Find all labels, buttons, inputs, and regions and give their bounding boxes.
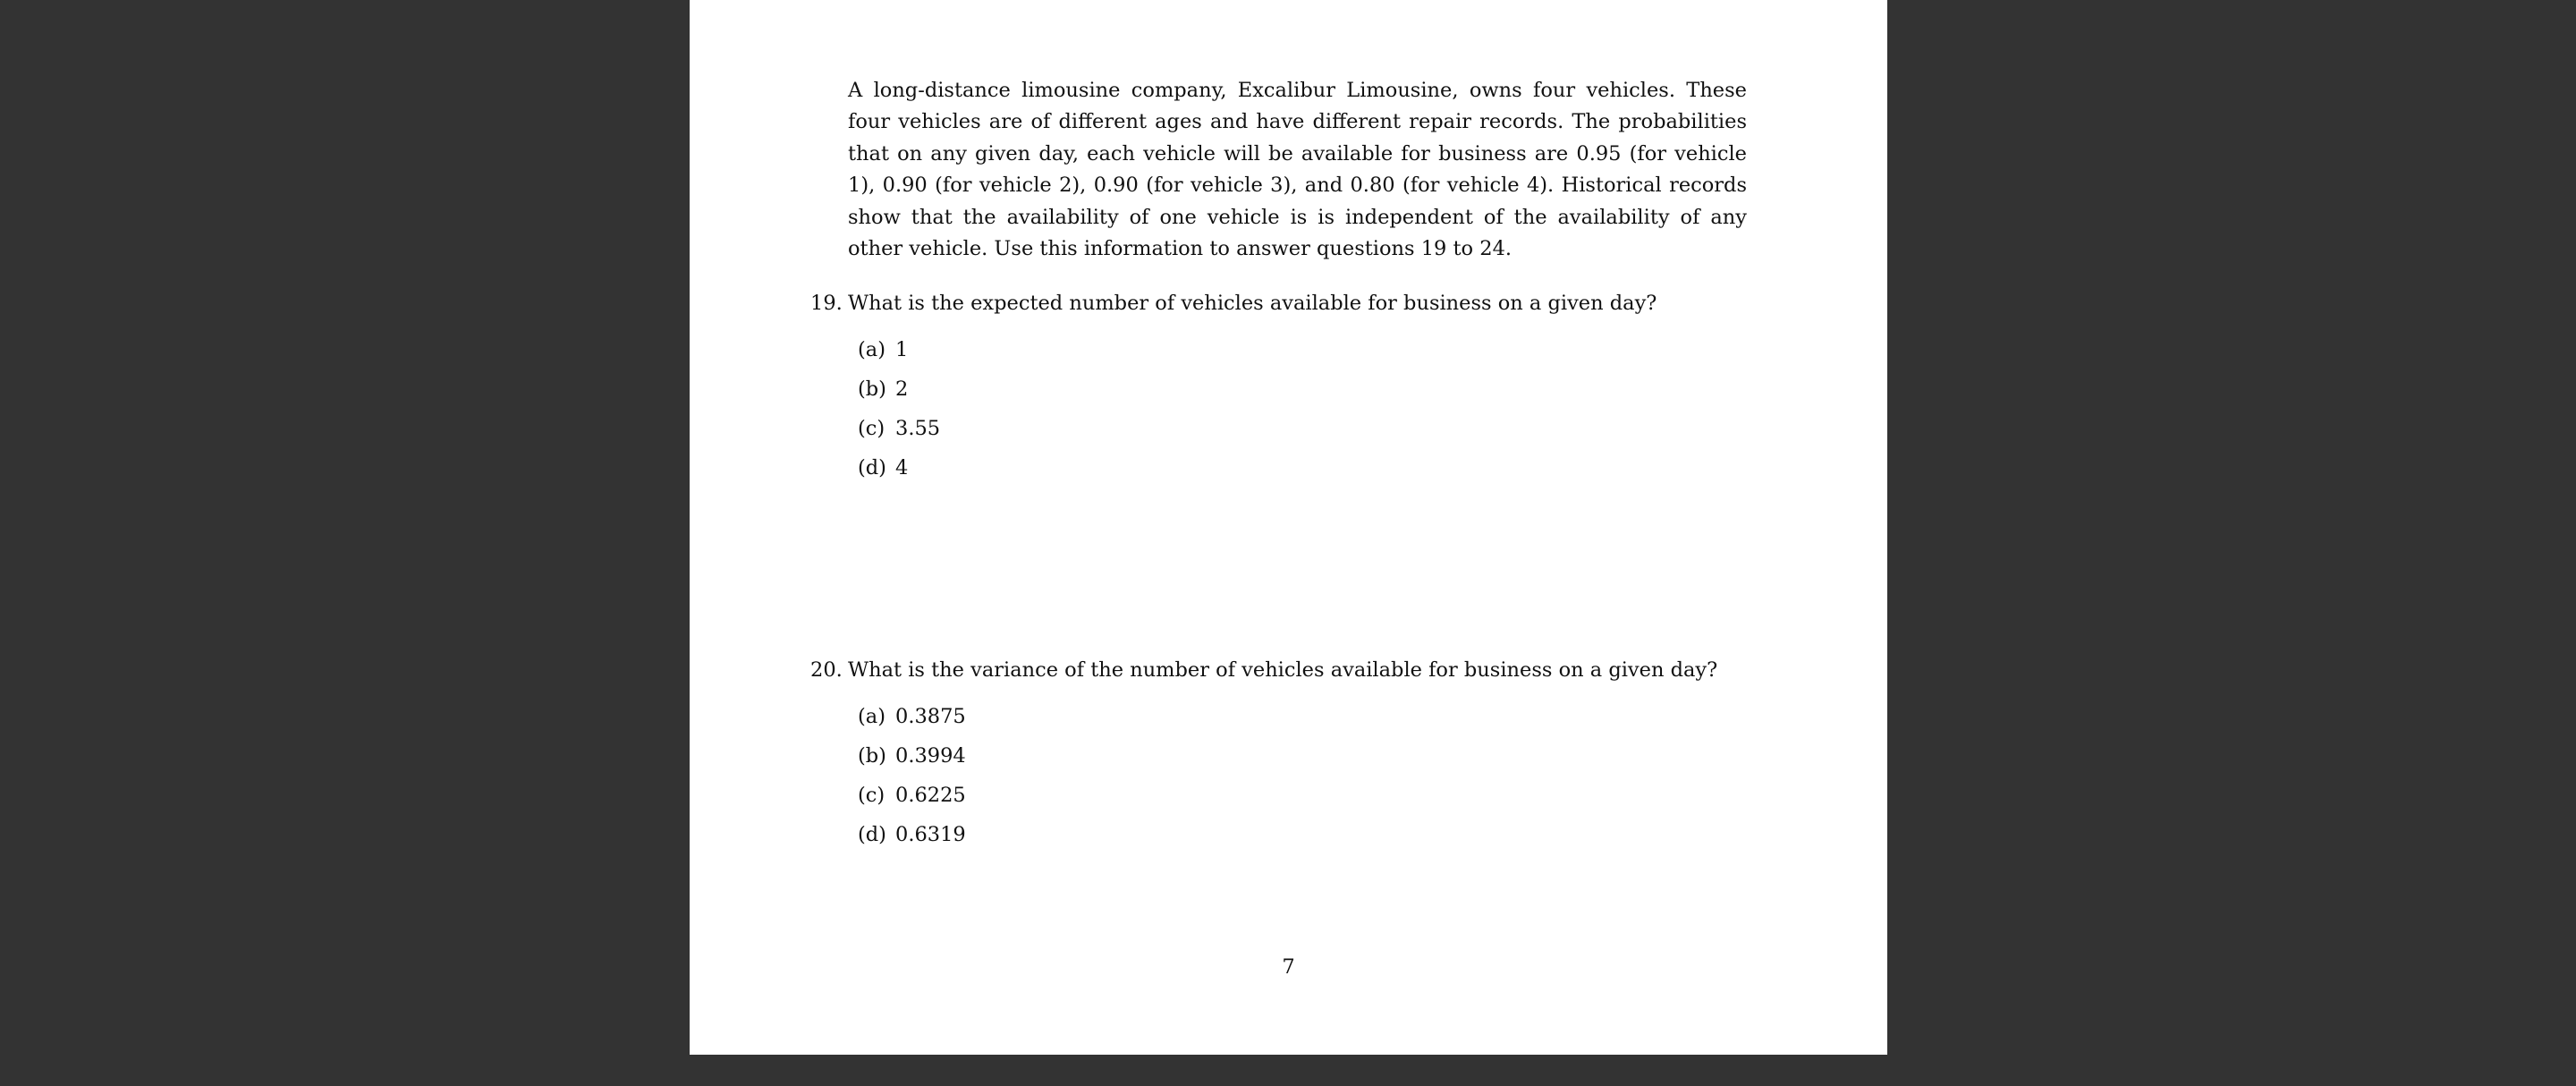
option-label: (b) [858,378,886,401]
answer-option-c [858,413,940,453]
question-text: What is the variance of the number of vehicles available for business on a given day? [848,658,1718,682]
answer-options [858,701,966,859]
option-value: 1 [895,338,909,361]
option-label: (c) [858,417,886,440]
option-value: 2 [895,378,909,401]
option-value: 0.6225 [895,784,966,807]
option-label: (d) [858,823,886,846]
option-label: (d) [858,456,886,479]
option-label: (c) [858,784,886,807]
answer-option-a [858,701,966,741]
option-value: 0.6319 [895,823,966,846]
option-value: 0.3875 [895,705,966,728]
answer-option-d [858,453,940,492]
answer-option-a [858,335,940,374]
answer-options [858,335,940,492]
answer-option-b [858,741,966,780]
page-number: 7 [1282,955,1295,979]
question-number: 20. [810,658,843,682]
intro-paragraph: A long-distance limousine company, Excalibur Limousine, owns four vehicles. These four vehicles are of different ages and have different repair records. The probabilities that on any given day, each vehicle will be available for business are 0.95 (for vehicle 1), 0.90 (for vehicle 2), 0.90 (for vehicle 3), and 0.80 (for vehicle 4). Historical records show that the availability of one vehicle is is independent of the availability of any other vehicle. Use this information to answer questions 19 to 24. [848,79,1747,261]
option-label: (a) [858,705,886,728]
document-page [690,0,1887,1055]
answer-option-b [858,374,940,413]
answer-option-d [858,819,966,859]
option-value: 4 [895,456,909,479]
option-value: 0.3994 [895,744,966,768]
option-label: (a) [858,338,886,361]
question-number: 19. [810,292,843,315]
question-text: What is the expected number of vehicles available for business on a given day? [848,292,1657,315]
option-label: (b) [858,744,886,768]
answer-option-c [858,780,966,819]
option-value: 3.55 [895,417,941,440]
